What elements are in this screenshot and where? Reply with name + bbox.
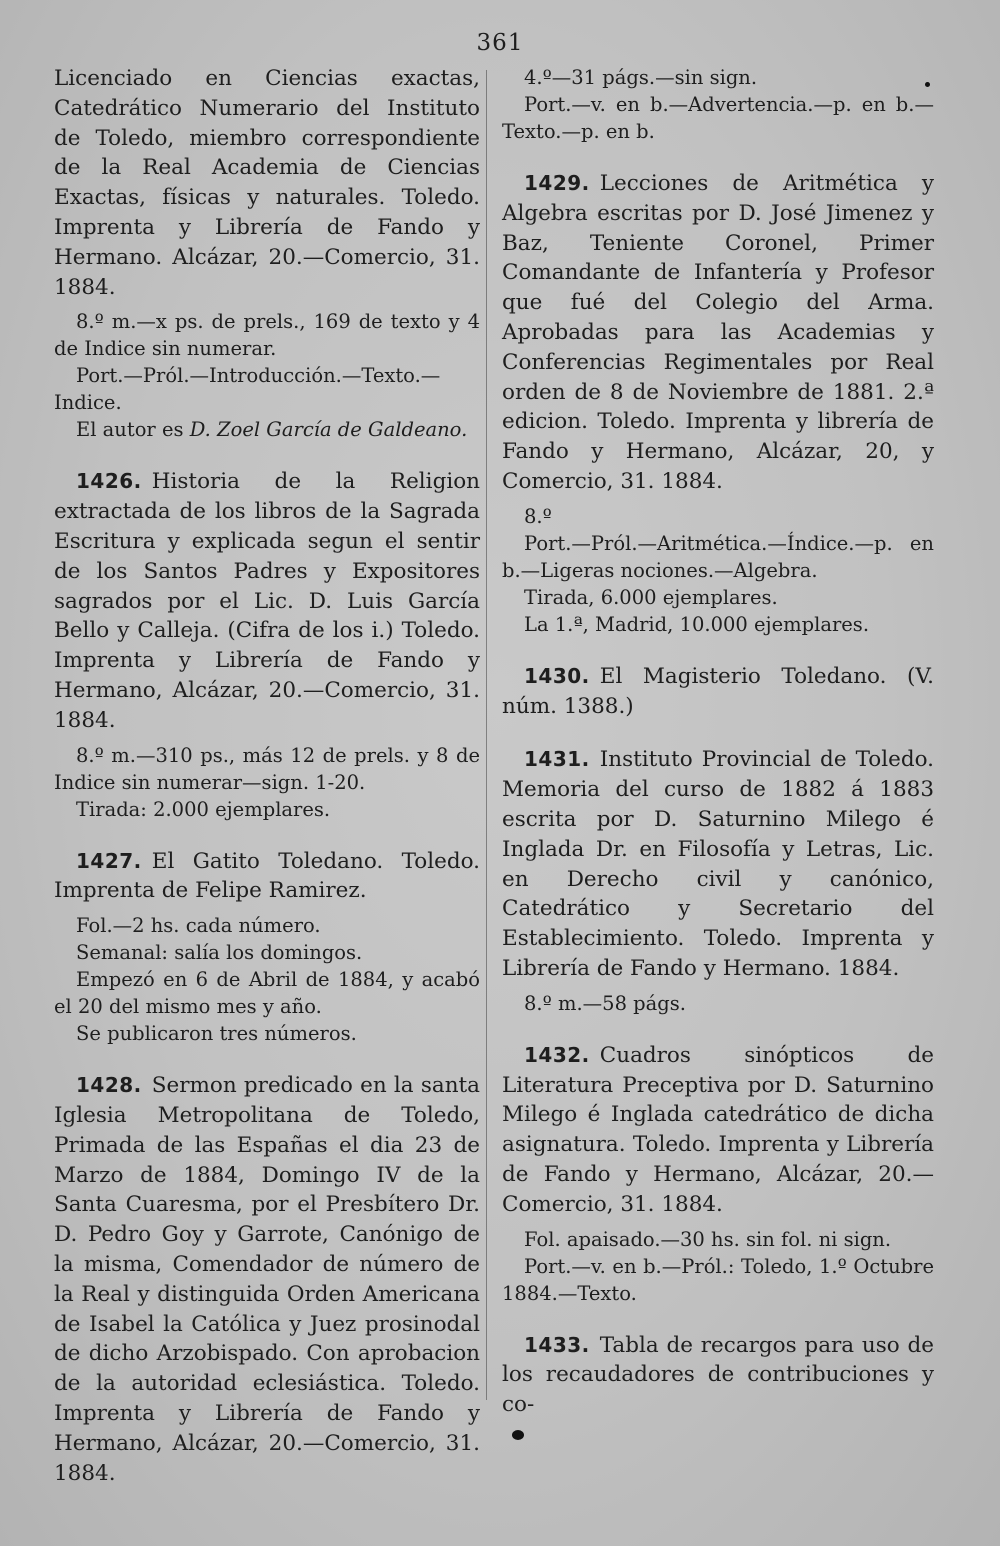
entry-note: Port.—Pról.—Introducción.—Texto.—Indice. bbox=[54, 364, 441, 415]
author-note bbox=[54, 416, 480, 443]
catalog-entry bbox=[502, 1331, 934, 1420]
entry-note: Se publicaron tres números. bbox=[76, 1022, 357, 1046]
entry-title: El Magisterio Toledano. (V. núm. 1388.) bbox=[502, 663, 934, 719]
continued-entry bbox=[54, 64, 480, 443]
author-name: D. Zoel García de Galdeano. bbox=[189, 418, 468, 442]
ink-speck bbox=[925, 82, 930, 87]
entry-title: Sermon predicado en la santa Iglesia Metropolitana de Toledo, Primada de las Españas el dia 23 de Marzo de 1884, Domingo IV de la Santa Cuaresma, por el Presbítero Dr. D. Pedro Goy y Garrote, Canónigo de la misma, Comendador de número de la Real y distinguida Orden Americana de Isabel la Católica y Juez prosinodal de dicho Arzobispado. Con aprobacion de la autoridad eclesiástica. Toledo. Imprenta y Librería de Fando y Hermano, Alcázar, 20.—Comercio, 31. 1884. bbox=[54, 1073, 480, 1486]
entry-title: El Gatito Toledano. Toledo. Imprenta de Felipe Ramirez. bbox=[54, 848, 480, 904]
entry-title: Historia de la Religion extractada de los libros de la Sagrada Escritura y explicada segun el sentir de los Santos Padres y Expositores sagrados por el Lic. D. Luis García Bello y Calleja. (Cifra de los i.) Toledo. Imprenta y Librería de Fando y Hermano, Alcázar, 20.—Comercio, 31. 1884. bbox=[54, 469, 480, 733]
entry-note: Fol. apaisado.—30 hs. sin fol. ni sign. bbox=[524, 1227, 892, 1251]
entry-note: Port.—v. en b.—Pról.: Toledo, 1.º Octubre 1884.—Texto. bbox=[502, 1254, 934, 1305]
entry-note: Tirada: 2.000 ejemplares. bbox=[76, 797, 331, 821]
entry-number: 1432. bbox=[524, 1042, 590, 1067]
catalog-entry bbox=[54, 1071, 480, 1488]
entry-note: Tirada, 6.000 ejemplares. bbox=[524, 585, 778, 609]
entry-number: 1427. bbox=[76, 848, 142, 873]
catalog-entry bbox=[54, 847, 480, 1048]
entry-note: Semanal: salía los domingos. bbox=[76, 941, 363, 965]
entry-note: 8.º m.—310 ps., más 12 de prels. y 8 de Indice sin numerar—sign. 1-20. bbox=[54, 743, 480, 794]
entry-number: 1428. bbox=[76, 1073, 142, 1098]
entry-note: 8.º bbox=[524, 504, 552, 528]
catalog-entry bbox=[502, 169, 934, 638]
entry-number: 1433. bbox=[524, 1332, 590, 1357]
entry-note: Empezó en 6 de Abril de 1884, y acabó el 20 del mismo mes y año. bbox=[54, 968, 480, 1019]
catalog-entry bbox=[502, 1041, 934, 1307]
entry-title: Licenciado en Ciencias exactas, Catedrático Numerario del Instituto de Toledo, miembro correspondiente de la Real Academia de Ciencias Exactas, físicas y naturales. Toledo. Imprenta y Librería de Fando y Hermano. Alcázar, 20.—Comercio, 31. 1884. bbox=[54, 66, 480, 300]
catalog-entry bbox=[502, 745, 934, 1016]
entry-note: 8.º m.—58 págs. bbox=[524, 991, 686, 1015]
entry-title: Tabla de recargos para uso de los recaudadores de contribuciones y co- bbox=[502, 1332, 934, 1418]
entry-title: Lecciones de Aritmética y Algebra escritas por D. José Jimenez y Baz, Teniente Coronel, Primer Comandante de Infantería y Profesor que fué del Colegio del Arma. Aprobadas para las Academias y Conferencias Regimentales por Real orden de 8 de Noviembre de 1881. 2.ª edicion. Toledo. Imprenta y librería de Fando y Hermano, Alcázar, 20, y Comercio, 31. 1884. bbox=[502, 171, 934, 494]
left-column bbox=[54, 64, 480, 1512]
continued-entry bbox=[502, 64, 934, 145]
entry-note: La 1.ª, Madrid, 10.000 ejemplares. bbox=[524, 612, 870, 636]
entry-title: Instituto Provincial de Toledo. Memoria del curso de 1882 á 1883 escrita por D. Saturnino Milego é Inglada Dr. en Filosofía y Letras, Lic. en Derecho civil y canónico, Catedrático y Secretario del Establecimiento. Toledo. Imprenta y Librería de Fando y Hermano. 1884. bbox=[502, 747, 934, 981]
entry-note: Port.—Pról.—Aritmética.—Índice.—p. en b.—Ligeras nociones.—Algebra. bbox=[502, 531, 934, 582]
entry-number: 1429. bbox=[524, 171, 590, 195]
entry-title: Cuadros sinópticos de Literatura Preceptiva por D. Saturnino Milego é Inglada catedrático de dicha asignatura. Toledo. Imprenta y Librería de Fando y Hermano, Alcázar, 20.—Comercio, 31. 1884. bbox=[502, 1042, 934, 1217]
ink-spot bbox=[512, 1430, 524, 1440]
catalog-entry bbox=[54, 467, 480, 822]
author-prefix: El autor es bbox=[76, 418, 190, 442]
entry-note: Port.—v. en b.—Advertencia.—p. en b.—Texto.—p. en b. bbox=[502, 93, 934, 143]
entry-number: 1426. bbox=[76, 469, 142, 494]
entry-note: Fol.—2 hs. cada número. bbox=[76, 914, 321, 938]
entry-note: 4.º—31 págs.—sin sign. bbox=[524, 66, 758, 89]
entry-note: 8.º m.—x ps. de prels., 169 de texto y 4 de Indice sin numerar. bbox=[54, 310, 480, 361]
right-column bbox=[502, 64, 934, 1444]
catalog-entry bbox=[502, 662, 934, 722]
entry-number: 1431. bbox=[524, 747, 590, 772]
page-number: 361 bbox=[476, 30, 524, 56]
entry-number: 1430. bbox=[524, 663, 590, 688]
column-divider bbox=[486, 70, 487, 1400]
